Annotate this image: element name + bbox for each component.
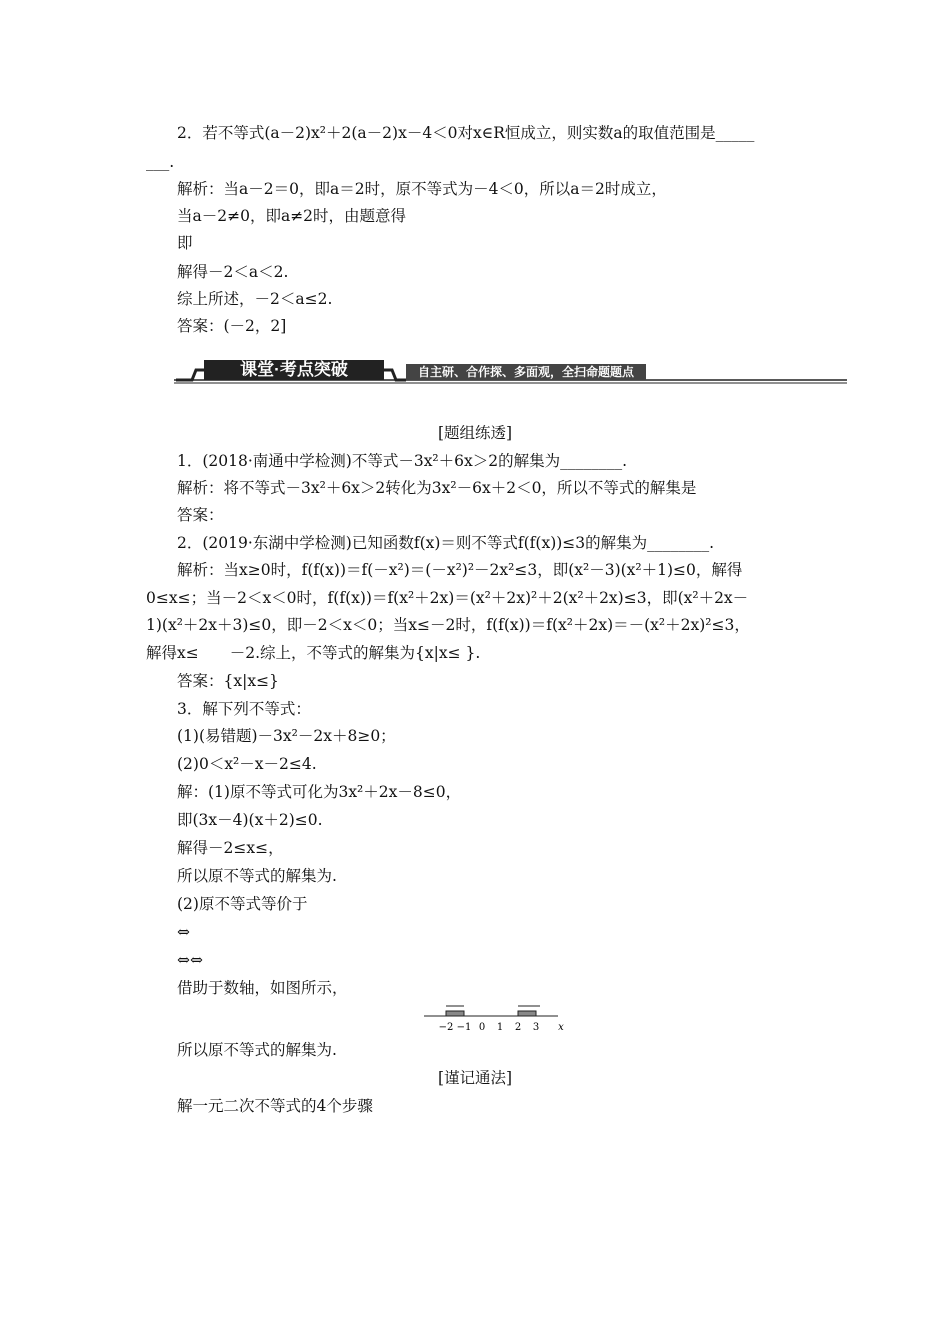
solution-line: 0≤x≤；当－2＜x＜0时，f(f(x))＝f(x²＋2x)＝(x²＋2x)²＋2(x²＋2x)≤3，即(x²＋2x－ — [146, 589, 749, 607]
solution-line: 解析：当a－2＝0，即a＝2时，原不等式为－4＜0，所以a＝2时成立， — [177, 180, 667, 198]
tick-label: 1 — [496, 1022, 504, 1033]
problem-line: 3．解下列不等式： — [177, 700, 311, 718]
answer-line: 答案：{x|x≤} — [177, 672, 279, 690]
tick-label: −2 — [438, 1022, 454, 1033]
section-title-method: [谨记通法] — [437, 1069, 513, 1087]
solution-line: 所以原不等式的解集为. — [177, 1041, 337, 1059]
solution-line: 借助于数轴，如图所示， — [177, 979, 348, 997]
solution-line: 解：(1)原不等式可化为3x²＋2x－8≤0， — [177, 783, 462, 801]
tick-label: 3 — [532, 1022, 540, 1033]
answer-blank-continuation: ___. — [146, 153, 175, 171]
banner-graphic — [174, 358, 847, 384]
problem-2-statement: 2．若不等式(a－2)x²＋2(a－2)x－4＜0对x∈R恒成立，则实数a的取值范围是_____ — [177, 124, 755, 142]
problem-line: (1)(易错题)－3x²－2x＋8≥0； — [177, 727, 396, 745]
axis-label: x — [558, 1022, 564, 1033]
banner-title: 课堂·考点突破 — [240, 360, 348, 379]
tick-label: 2 — [514, 1022, 522, 1033]
solution-line: 当a－2≠0，即a≠2时，由题意得 — [177, 207, 407, 225]
solution-line: 解析：将不等式－3x²＋6x＞2转化为3x²－6x＋2＜0，所以不等式的解集是 — [177, 479, 697, 497]
solution-line: 解得－2＜a＜2. — [177, 263, 289, 281]
banner-subtitle: 自主研、合作探、多面观，全扫命题题点 — [417, 365, 635, 379]
problem-line: (2)0＜x²－x－2≤4. — [177, 755, 317, 773]
solution-line: 解得－2≤x≤， — [177, 839, 284, 857]
solution-line: 综上所述，－2＜a≤2. — [177, 290, 333, 308]
method-line: 解一元二次不等式的4个步骤 — [177, 1097, 373, 1115]
solution-line: 解析：当x≥0时，f(f(x))＝f(－x²)＝(－x²)²－2x²≤3，即(x²－3)(x²＋1)≤0，解得 — [177, 561, 743, 579]
solution-line: 所以原不等式的解集为. — [177, 867, 337, 885]
solution-line: 即 — [177, 234, 193, 252]
solution-line: 解得x≤ －2.综上，不等式的解集为{x|x≤ }. — [146, 644, 481, 662]
interval-right-shade — [518, 1011, 536, 1016]
tick-label: 0 — [478, 1022, 486, 1033]
number-line-figure — [420, 1002, 570, 1034]
problem-line: 2．(2019·东湖中学检测)已知函数f(x)＝则不等式f(f(x))≤3的解集为________. — [177, 534, 715, 552]
section-banner — [174, 358, 847, 384]
section-title-practice: [题组练透] — [437, 424, 513, 442]
solution-line: (2)原不等式等价于 — [177, 895, 308, 913]
interval-left-shade — [446, 1011, 464, 1016]
tick-label: −1 — [456, 1022, 472, 1033]
solution-line: ⇔ — [177, 923, 190, 941]
problem-line: 1．(2018·南通中学检测)不等式－3x²＋6x＞2的解集为________. — [177, 452, 628, 470]
answer-line: 答案： — [177, 506, 224, 524]
answer-line: 答案：(－2，2] — [177, 317, 287, 335]
solution-line: 即(3x－4)(x＋2)≤0. — [177, 811, 323, 829]
solution-line: 1)(x²＋2x＋3)≤0，即－2＜x＜0；当x≤－2时，f(f(x))＝f(x²＋2x)＝－(x²＋2x)²≤3， — [146, 616, 750, 634]
solution-line: ⇔⇔ — [177, 951, 203, 969]
